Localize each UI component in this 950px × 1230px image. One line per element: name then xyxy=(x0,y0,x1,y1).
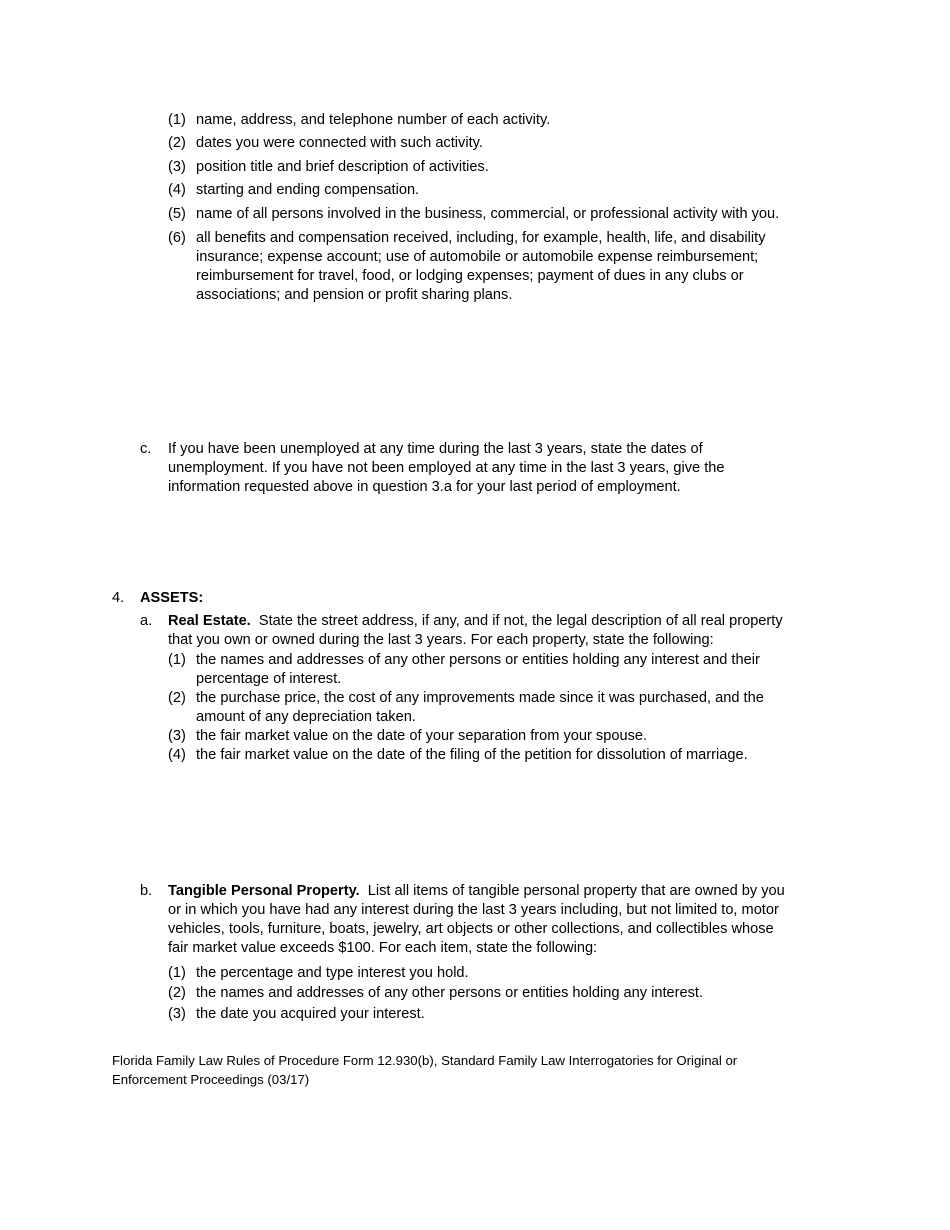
real-estate-title: Real Estate. xyxy=(168,613,251,629)
page-footer: Florida Family Law Rules of Procedure Form 12.930(b), Standard Family Law Interrogatories for Original or Enforcement Proceedings (03/17) xyxy=(112,1053,738,1087)
tangible-property-title: Tangible Personal Property. xyxy=(168,883,360,899)
